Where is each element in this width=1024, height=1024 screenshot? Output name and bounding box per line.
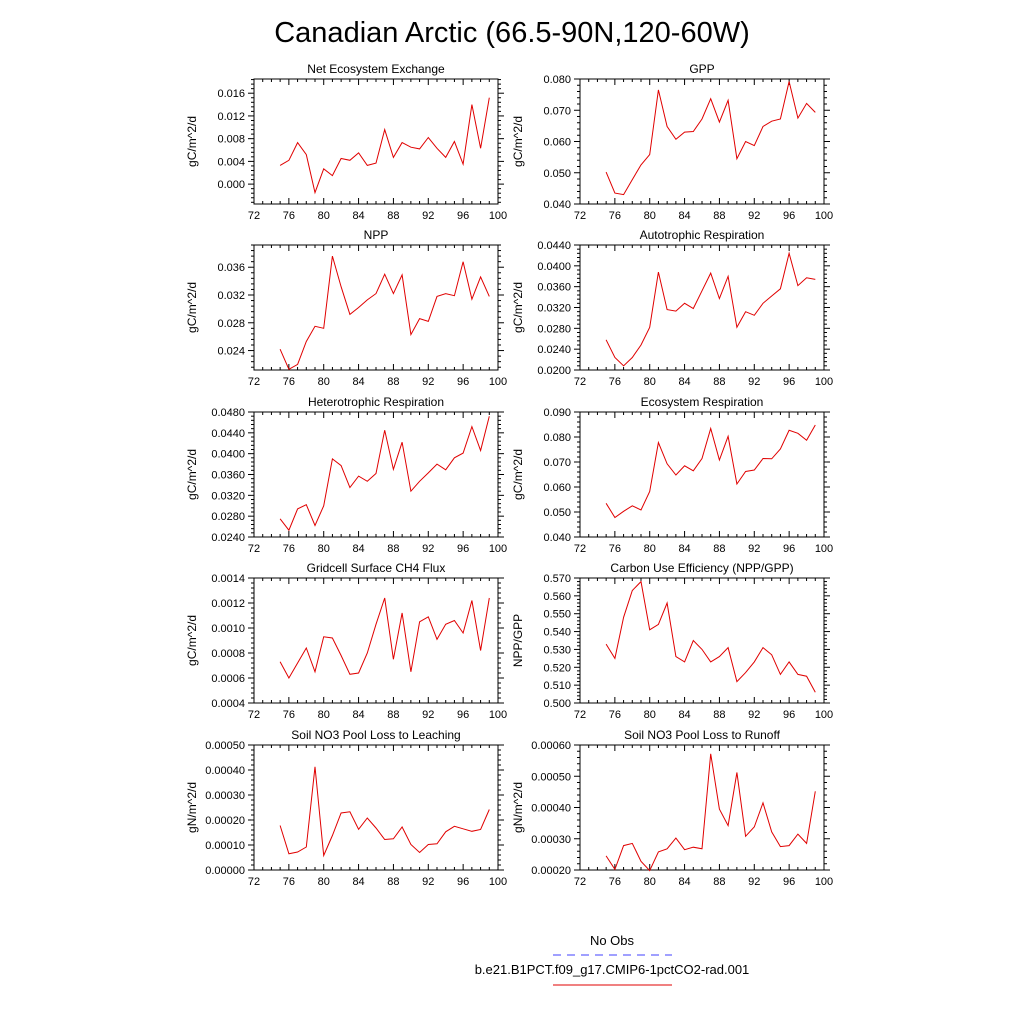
- y-tick-label: 0.00010: [205, 840, 245, 852]
- x-tick-label: 80: [317, 210, 330, 222]
- x-tick-label: 92: [748, 709, 761, 721]
- y-tick-label: 0.004: [217, 156, 245, 169]
- x-tick-label: 72: [573, 543, 587, 555]
- y-tick-label: 0.050: [543, 167, 571, 180]
- panel-title: Heterotrophic Respiration: [307, 395, 445, 409]
- y-tick-label: 0.040: [543, 199, 571, 211]
- x-tick-label: 72: [247, 876, 261, 888]
- x-tick-label: 100: [814, 543, 834, 555]
- x-tick-label: 88: [387, 210, 400, 222]
- x-tick-label: 92: [422, 210, 435, 222]
- y-tick-label: 0.012: [217, 110, 245, 123]
- y-tick-label: 0.0480: [211, 407, 245, 419]
- x-tick-label: 72: [247, 543, 261, 555]
- series-line: [280, 256, 489, 369]
- x-tick-label: 76: [282, 709, 295, 721]
- y-tick-label: 0.008: [217, 133, 245, 146]
- x-tick-label: 96: [783, 876, 796, 888]
- x-tick-label: 100: [814, 210, 834, 222]
- series-line: [606, 425, 815, 518]
- y-axis-label: gC/m^2/d: [511, 449, 525, 500]
- y-tick-label: 0.070: [543, 457, 571, 469]
- x-tick-label: 80: [643, 876, 656, 888]
- y-axis-label: gN/m^2/d: [511, 782, 525, 833]
- x-tick-label: 96: [457, 709, 470, 721]
- y-tick-label: 0.0012: [211, 598, 245, 610]
- panel-title: Ecosystem Respiration: [640, 395, 764, 409]
- y-tick-label: 0.00040: [205, 765, 245, 777]
- y-tick-label: 0.570: [543, 573, 571, 585]
- x-tick-label: 88: [713, 709, 726, 721]
- x-tick-label: 100: [814, 876, 834, 888]
- chart-panel: [185, 62, 507, 222]
- x-tick-label: 96: [457, 876, 470, 888]
- x-tick-label: 80: [643, 210, 656, 222]
- y-tick-label: 0.016: [217, 88, 245, 101]
- x-tick-label: 88: [387, 709, 400, 721]
- y-tick-label: 0.060: [543, 136, 571, 149]
- series-line: [606, 253, 815, 365]
- y-tick-label: 0.00030: [531, 833, 571, 846]
- x-tick-label: 76: [282, 376, 295, 388]
- series-line: [280, 98, 489, 193]
- x-tick-label: 88: [713, 376, 726, 388]
- plot-frame: [254, 578, 498, 703]
- chart-panel: [185, 561, 507, 721]
- figure-title: Canadian Arctic (66.5-90N,120-60W): [274, 17, 750, 49]
- x-tick-label: 72: [573, 876, 587, 888]
- x-tick-label: 96: [783, 709, 796, 721]
- y-tick-label: 0.00060: [531, 740, 571, 752]
- y-axis-label: gC/m^2/d: [185, 449, 199, 500]
- x-tick-label: 88: [387, 376, 400, 388]
- series-line: [606, 582, 815, 693]
- plot-frame: [580, 745, 824, 870]
- panel-title: Net Ecosystem Exchange: [307, 62, 445, 76]
- x-tick-label: 76: [282, 543, 295, 555]
- chart-panel: [185, 728, 507, 888]
- x-tick-label: 88: [387, 876, 400, 888]
- panel-title: NPP: [363, 228, 389, 242]
- y-tick-label: 0.0200: [537, 365, 571, 377]
- plot-frame: [580, 412, 824, 537]
- y-tick-label: 0.0360: [211, 469, 245, 482]
- y-tick-label: 0.0320: [537, 302, 571, 315]
- x-tick-label: 76: [282, 210, 295, 222]
- panel-title: Autotrophic Respiration: [639, 228, 765, 242]
- y-tick-label: 0.060: [543, 482, 571, 494]
- y-tick-label: 0.540: [543, 626, 571, 639]
- x-tick-label: 84: [352, 210, 365, 222]
- y-axis-label: gN/m^2/d: [185, 782, 199, 833]
- chart-panel: [185, 228, 507, 388]
- x-tick-label: 80: [643, 709, 656, 721]
- y-tick-label: 0.0004: [211, 698, 245, 710]
- x-tick-label: 84: [678, 376, 691, 388]
- x-tick-label: 80: [317, 543, 330, 555]
- y-tick-label: 0.00000: [205, 865, 245, 877]
- x-tick-label: 72: [247, 709, 261, 721]
- y-tick-label: 0.080: [543, 74, 571, 86]
- x-tick-label: 92: [422, 709, 435, 721]
- y-tick-label: 0.0006: [211, 673, 245, 685]
- plot-frame: [254, 745, 498, 870]
- y-tick-label: 0.0440: [537, 240, 571, 252]
- y-tick-label: 0.036: [217, 262, 245, 275]
- y-tick-label: 0.024: [217, 345, 245, 358]
- panel-title: GPP: [689, 62, 715, 76]
- plot-frame: [254, 412, 498, 537]
- x-tick-label: 92: [422, 376, 435, 388]
- x-tick-label: 88: [713, 543, 726, 555]
- x-tick-label: 84: [678, 210, 691, 222]
- y-tick-label: 0.510: [543, 680, 571, 693]
- x-tick-label: 80: [643, 543, 656, 555]
- y-axis-label: gC/m^2/d: [185, 615, 199, 666]
- y-tick-label: 0.000: [217, 179, 245, 192]
- x-tick-label: 84: [352, 876, 365, 888]
- y-tick-label: 0.0360: [537, 281, 571, 294]
- plot-frame: [580, 245, 824, 370]
- plot-frame: [580, 578, 824, 703]
- x-tick-label: 76: [608, 210, 621, 222]
- x-tick-label: 84: [678, 709, 691, 721]
- y-tick-label: 0.00020: [531, 865, 571, 877]
- x-tick-label: 96: [457, 376, 470, 388]
- y-tick-label: 0.00040: [531, 802, 571, 815]
- y-tick-label: 0.090: [543, 407, 571, 419]
- y-tick-label: 0.0320: [211, 490, 245, 503]
- y-tick-label: 0.0240: [211, 532, 245, 544]
- panel-title: Soil NO3 Pool Loss to Runoff: [624, 728, 780, 742]
- x-tick-label: 84: [678, 543, 691, 555]
- y-tick-label: 0.0008: [211, 648, 245, 660]
- y-axis-label: gC/m^2/d: [185, 116, 199, 167]
- x-tick-label: 72: [573, 210, 587, 222]
- x-tick-label: 76: [608, 543, 621, 555]
- y-tick-label: 0.0440: [211, 427, 245, 440]
- x-tick-label: 92: [748, 543, 761, 555]
- x-tick-label: 100: [488, 376, 508, 388]
- y-tick-label: 0.0014: [211, 573, 245, 585]
- plot-frame: [580, 79, 824, 204]
- legend-model-label: b.e21.B1PCT.f09_g17.CMIP6-1pctCO2-rad.001: [474, 962, 750, 977]
- panel-grid: [185, 62, 833, 888]
- y-tick-label: 0.0400: [537, 260, 571, 273]
- plot-frame: [254, 79, 498, 204]
- plot-frame: [254, 245, 498, 370]
- series-line: [606, 754, 815, 871]
- panel-title: Gridcell Surface CH4 Flux: [306, 561, 446, 575]
- x-tick-label: 92: [748, 376, 761, 388]
- x-tick-label: 100: [488, 876, 508, 888]
- x-tick-label: 88: [713, 210, 726, 222]
- x-tick-label: 96: [457, 543, 470, 555]
- x-tick-label: 92: [748, 876, 761, 888]
- x-tick-label: 76: [608, 876, 621, 888]
- y-axis-label: gC/m^2/d: [185, 282, 199, 333]
- x-tick-label: 72: [573, 709, 587, 721]
- chart-panel: [511, 62, 833, 222]
- chart-panel: [511, 561, 833, 721]
- x-tick-label: 76: [608, 376, 621, 388]
- y-tick-label: 0.080: [543, 432, 571, 444]
- x-tick-label: 100: [814, 376, 834, 388]
- x-tick-label: 72: [247, 376, 261, 388]
- x-tick-label: 96: [783, 543, 796, 555]
- x-tick-label: 92: [422, 543, 435, 555]
- y-tick-label: 0.040: [543, 532, 571, 544]
- y-tick-label: 0.0240: [537, 344, 571, 357]
- chart-panel: [511, 228, 833, 388]
- x-tick-label: 100: [488, 709, 508, 721]
- y-tick-label: 0.0010: [211, 623, 245, 635]
- y-axis-label: gC/m^2/d: [511, 116, 525, 167]
- x-tick-label: 88: [387, 543, 400, 555]
- x-tick-label: 72: [573, 376, 587, 388]
- series-line: [280, 598, 489, 678]
- chart-panel: [511, 728, 833, 888]
- y-tick-label: 0.0280: [537, 323, 571, 336]
- x-tick-label: 96: [783, 376, 796, 388]
- x-tick-label: 92: [748, 210, 761, 222]
- legend: [475, 933, 750, 985]
- x-tick-label: 100: [488, 210, 508, 222]
- series-line: [280, 416, 489, 530]
- panel-title: Soil NO3 Pool Loss to Leaching: [291, 728, 461, 742]
- x-tick-label: 84: [352, 709, 365, 721]
- x-tick-label: 96: [457, 210, 470, 222]
- y-tick-label: 0.00050: [531, 771, 571, 784]
- y-tick-label: 0.070: [543, 105, 571, 118]
- x-tick-label: 84: [352, 376, 365, 388]
- y-tick-label: 0.028: [217, 317, 245, 330]
- y-tick-label: 0.050: [543, 507, 571, 519]
- x-tick-label: 80: [643, 376, 656, 388]
- y-tick-label: 0.00050: [205, 740, 245, 752]
- series-line: [606, 82, 815, 195]
- x-tick-label: 80: [317, 876, 330, 888]
- x-tick-label: 88: [713, 876, 726, 888]
- y-tick-label: 0.00020: [205, 815, 245, 827]
- chart-panel: [185, 395, 507, 555]
- x-tick-label: 100: [814, 709, 834, 721]
- panel-title: Carbon Use Efficiency (NPP/GPP): [610, 561, 794, 575]
- y-axis-label: NPP/GPP: [511, 613, 525, 668]
- y-tick-label: 0.500: [543, 698, 571, 710]
- y-tick-label: 0.560: [543, 590, 571, 603]
- x-tick-label: 92: [422, 876, 435, 888]
- x-tick-label: 96: [783, 210, 796, 222]
- y-tick-label: 0.032: [217, 290, 245, 302]
- y-tick-label: 0.00030: [205, 790, 245, 802]
- y-tick-label: 0.0280: [211, 511, 245, 524]
- y-tick-label: 0.520: [543, 662, 571, 675]
- y-tick-label: 0.0400: [211, 448, 245, 461]
- chart-panel: [511, 395, 833, 555]
- x-tick-label: 72: [247, 210, 261, 222]
- x-tick-label: 80: [317, 709, 330, 721]
- x-tick-label: 80: [317, 376, 330, 388]
- y-tick-label: 0.530: [543, 644, 571, 657]
- series-line: [280, 767, 489, 856]
- x-tick-label: 84: [352, 543, 365, 555]
- y-tick-label: 0.550: [543, 608, 571, 621]
- x-tick-label: 100: [488, 543, 508, 555]
- legend-obs-label: No Obs: [589, 933, 635, 948]
- x-tick-label: 84: [678, 876, 691, 888]
- x-tick-label: 76: [282, 876, 295, 888]
- y-axis-label: gC/m^2/d: [511, 282, 525, 333]
- x-tick-label: 76: [608, 709, 621, 721]
